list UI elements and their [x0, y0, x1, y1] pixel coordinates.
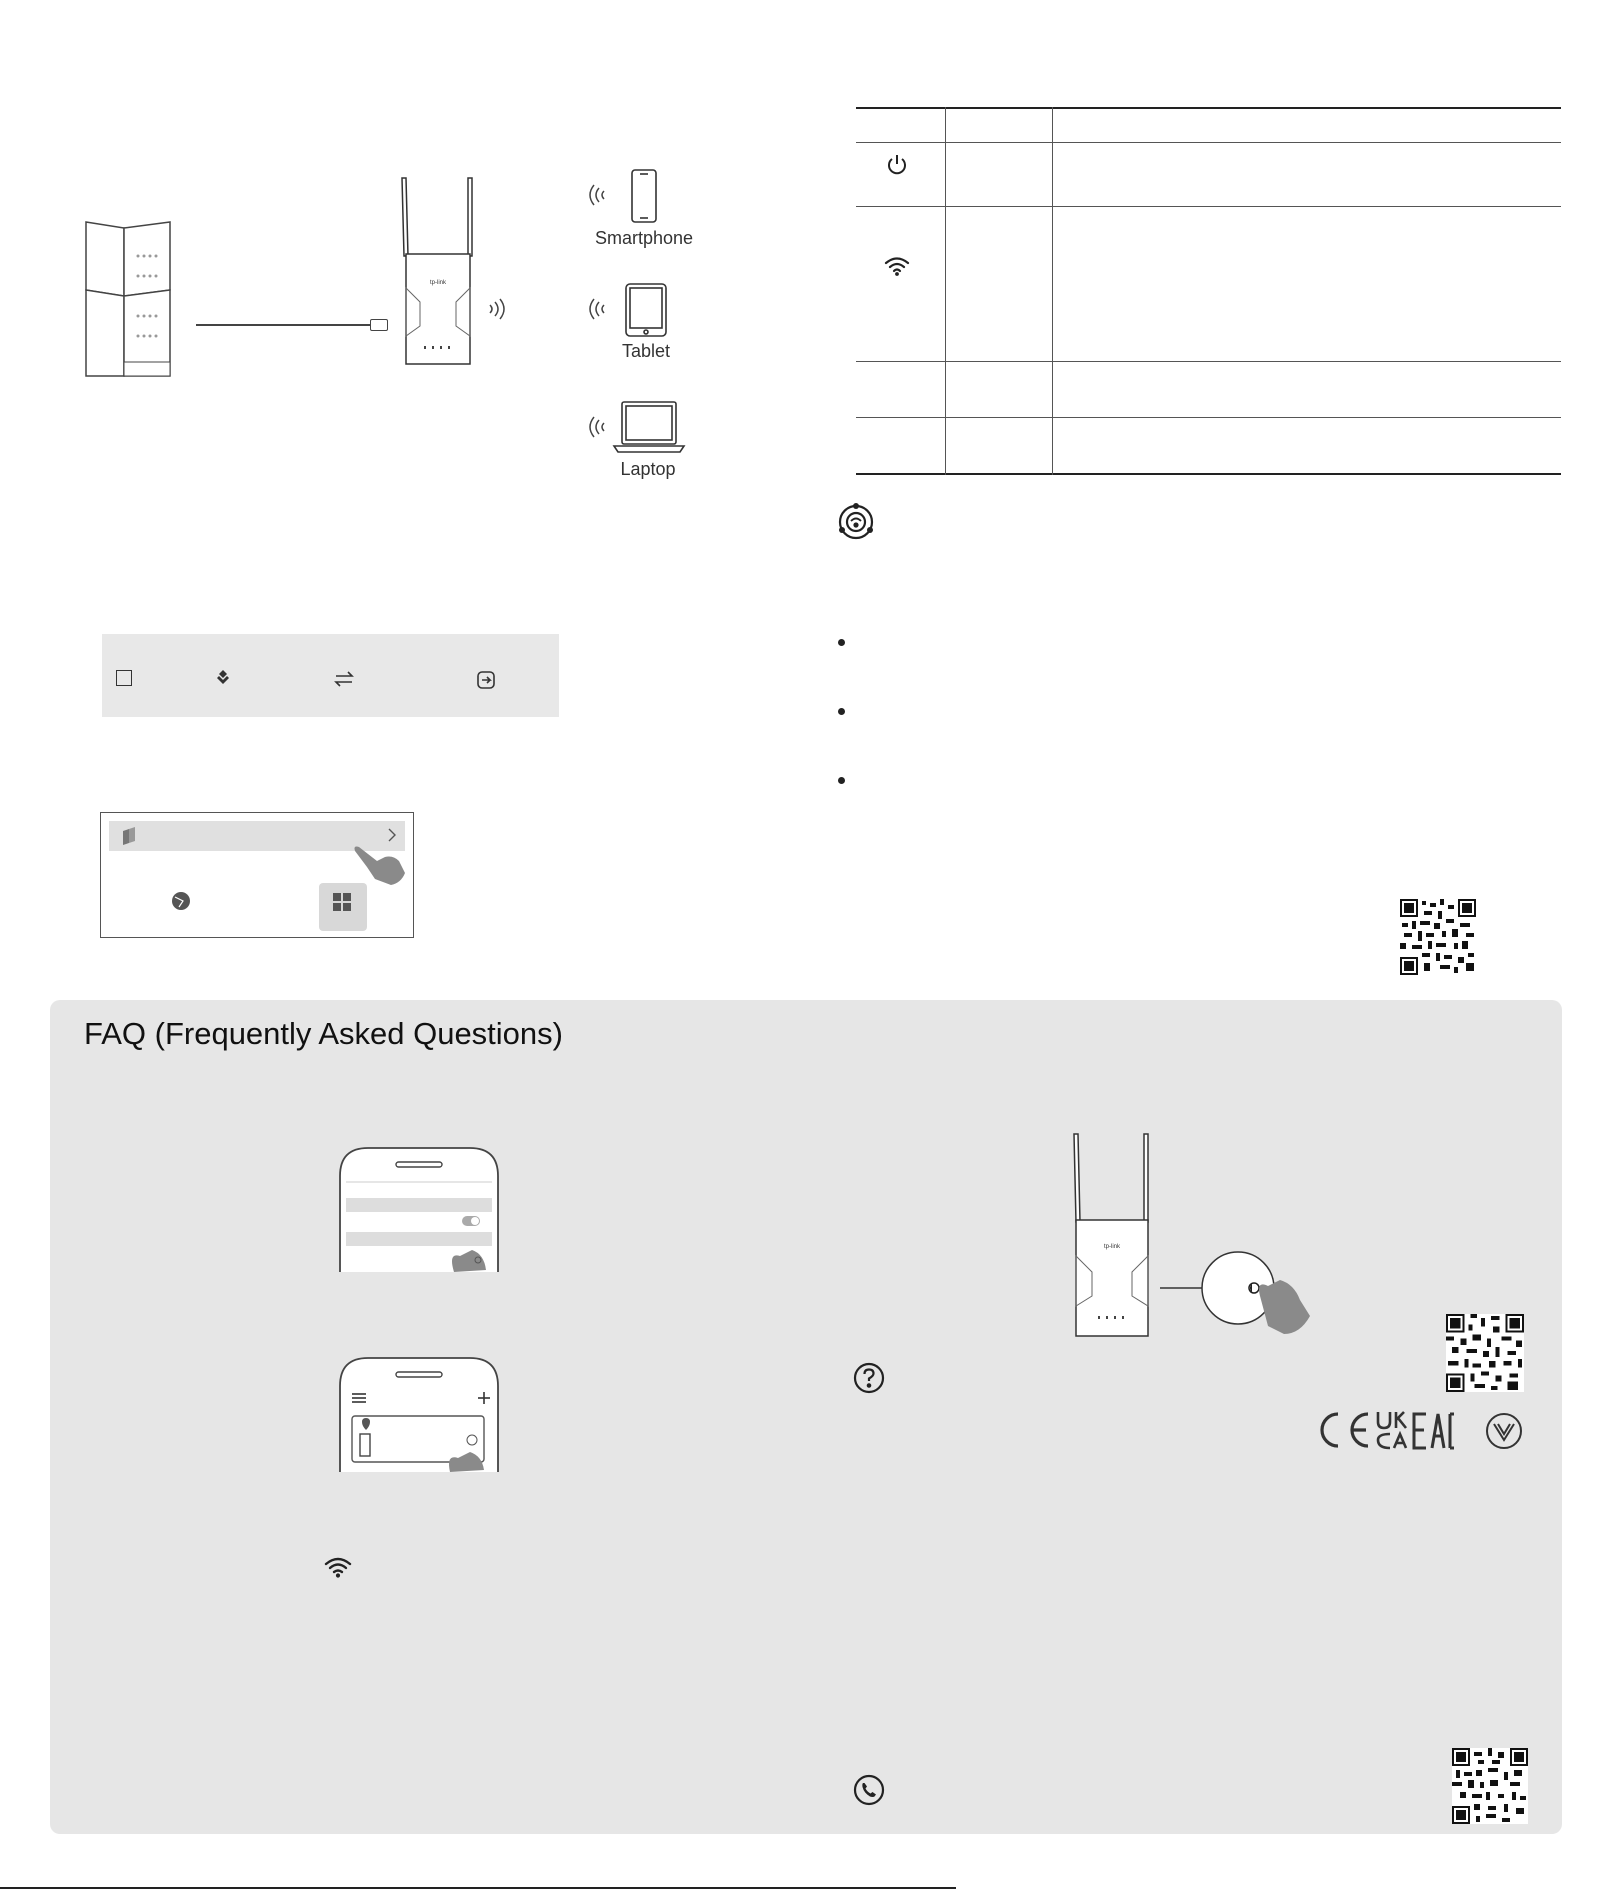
table-col-divider-1 [945, 107, 946, 475]
smartphone-signal-icon [586, 182, 608, 208]
smartphone-icon [630, 168, 658, 224]
extender-signal-icon [486, 296, 510, 322]
tablet-icon [624, 282, 668, 338]
bottom-rule [0, 1887, 956, 1889]
faq-title: FAQ (Frequently Asked Questions) [84, 1016, 563, 1051]
range-extender-illustration [396, 176, 480, 370]
laptop-label: Laptop [620, 459, 676, 479]
qr-code-bottom [1452, 1748, 1528, 1824]
power-icon [886, 153, 908, 175]
bullet-2 [838, 708, 845, 715]
table-col-divider-2 [1052, 107, 1053, 475]
table-row-rule-3 [856, 417, 1561, 418]
pointing-hand-icon [351, 843, 407, 887]
phone-settings-illustration [338, 1146, 500, 1272]
laptop-signal-icon [586, 414, 608, 440]
question-circle-icon [853, 1362, 885, 1394]
faq-wifi-icon [324, 1556, 352, 1578]
bullet-3 [838, 777, 845, 784]
smartphone-label: Smartphone [594, 228, 694, 248]
qr-code-top [1400, 899, 1476, 975]
laptop-icon [612, 400, 686, 456]
table-bottom-rule [856, 473, 1561, 475]
chevron-right-icon [387, 827, 397, 843]
cable-connector [370, 319, 388, 331]
phone-device-list-illustration [338, 1356, 500, 1472]
tablet-signal-icon [586, 296, 608, 322]
table-header-rule [856, 142, 1561, 143]
router-illustration [80, 216, 180, 386]
dashboard-tile [319, 883, 367, 931]
bullet-1 [838, 639, 845, 646]
phone-icon [853, 1774, 885, 1806]
globe-icon [171, 891, 191, 911]
extender-reset-illustration [1064, 1130, 1328, 1340]
qr-code-middle [1446, 1314, 1524, 1392]
app-toolbar-strip [102, 634, 559, 717]
square-icon [116, 670, 132, 686]
table-row-rule-1 [856, 206, 1561, 207]
exit-icon [476, 670, 496, 690]
diamond-icon [215, 670, 231, 688]
book-icon [121, 827, 137, 845]
wifi-signal-icon [884, 256, 910, 276]
table-top-rule [856, 107, 1561, 109]
tablet-label: Tablet [621, 341, 671, 361]
swap-arrows-icon [334, 670, 354, 688]
svg-text:tp-link: tp-link [429, 280, 447, 286]
ethernet-cable [196, 324, 386, 326]
certification-marks [1318, 1408, 1524, 1454]
onemesh-icon [836, 502, 876, 542]
table-row-rule-2 [856, 361, 1561, 362]
svg-text:tp-link: tp-link [1103, 1244, 1121, 1250]
app-menu-illustration [100, 812, 414, 938]
